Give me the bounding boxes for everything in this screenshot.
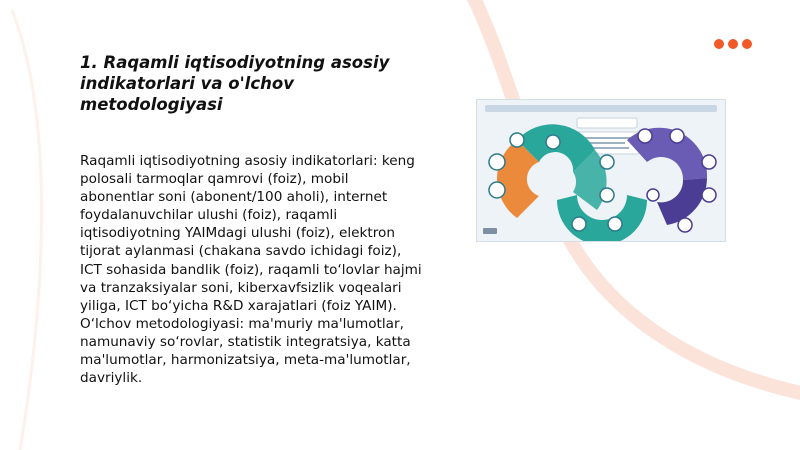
slide-body-text: Raqamli iqtisodiyotning asosiy indikatorlari: keng polosali tarmoqlar qamrovi (foiz), mobil abonentlar soni (abonent/100 aholi), internet foydalanuvchilar ulushi (foiz), raqamli iqtisodiyotning YAIMdagi ulushi (foiz), elektron tijorat aylanmasi (chakana savdo ichidagi foiz), ICT sohasida bandlik (foiz), raqamli to‘lovlar hajmi va tranzaksiyalar soni, kiberxavfsizlik voqealari yiliga, ICT bo‘yicha R&D xarajatlari (foiz YAIM). O‘lchov metodologiyasi: ma'muriy ma'lumotlar, namunaviy so‘rovlar, statistik integratsiya, katta ma'lumotlar, harmonizatsiya, meta-ma'lumotlar, davriylik. bbox=[80, 153, 422, 387]
dot-icon bbox=[742, 39, 752, 49]
dot-icon bbox=[714, 39, 724, 49]
decorative-dots bbox=[714, 39, 752, 49]
slide-title: 1. Raqamli iqtisodiyotning asosiy indikatorlari va o'lchov metodologiyasi bbox=[80, 53, 390, 114]
process-infographic-image bbox=[476, 99, 726, 242]
process-infographic-icon bbox=[477, 100, 725, 241]
dot-icon bbox=[728, 39, 738, 49]
